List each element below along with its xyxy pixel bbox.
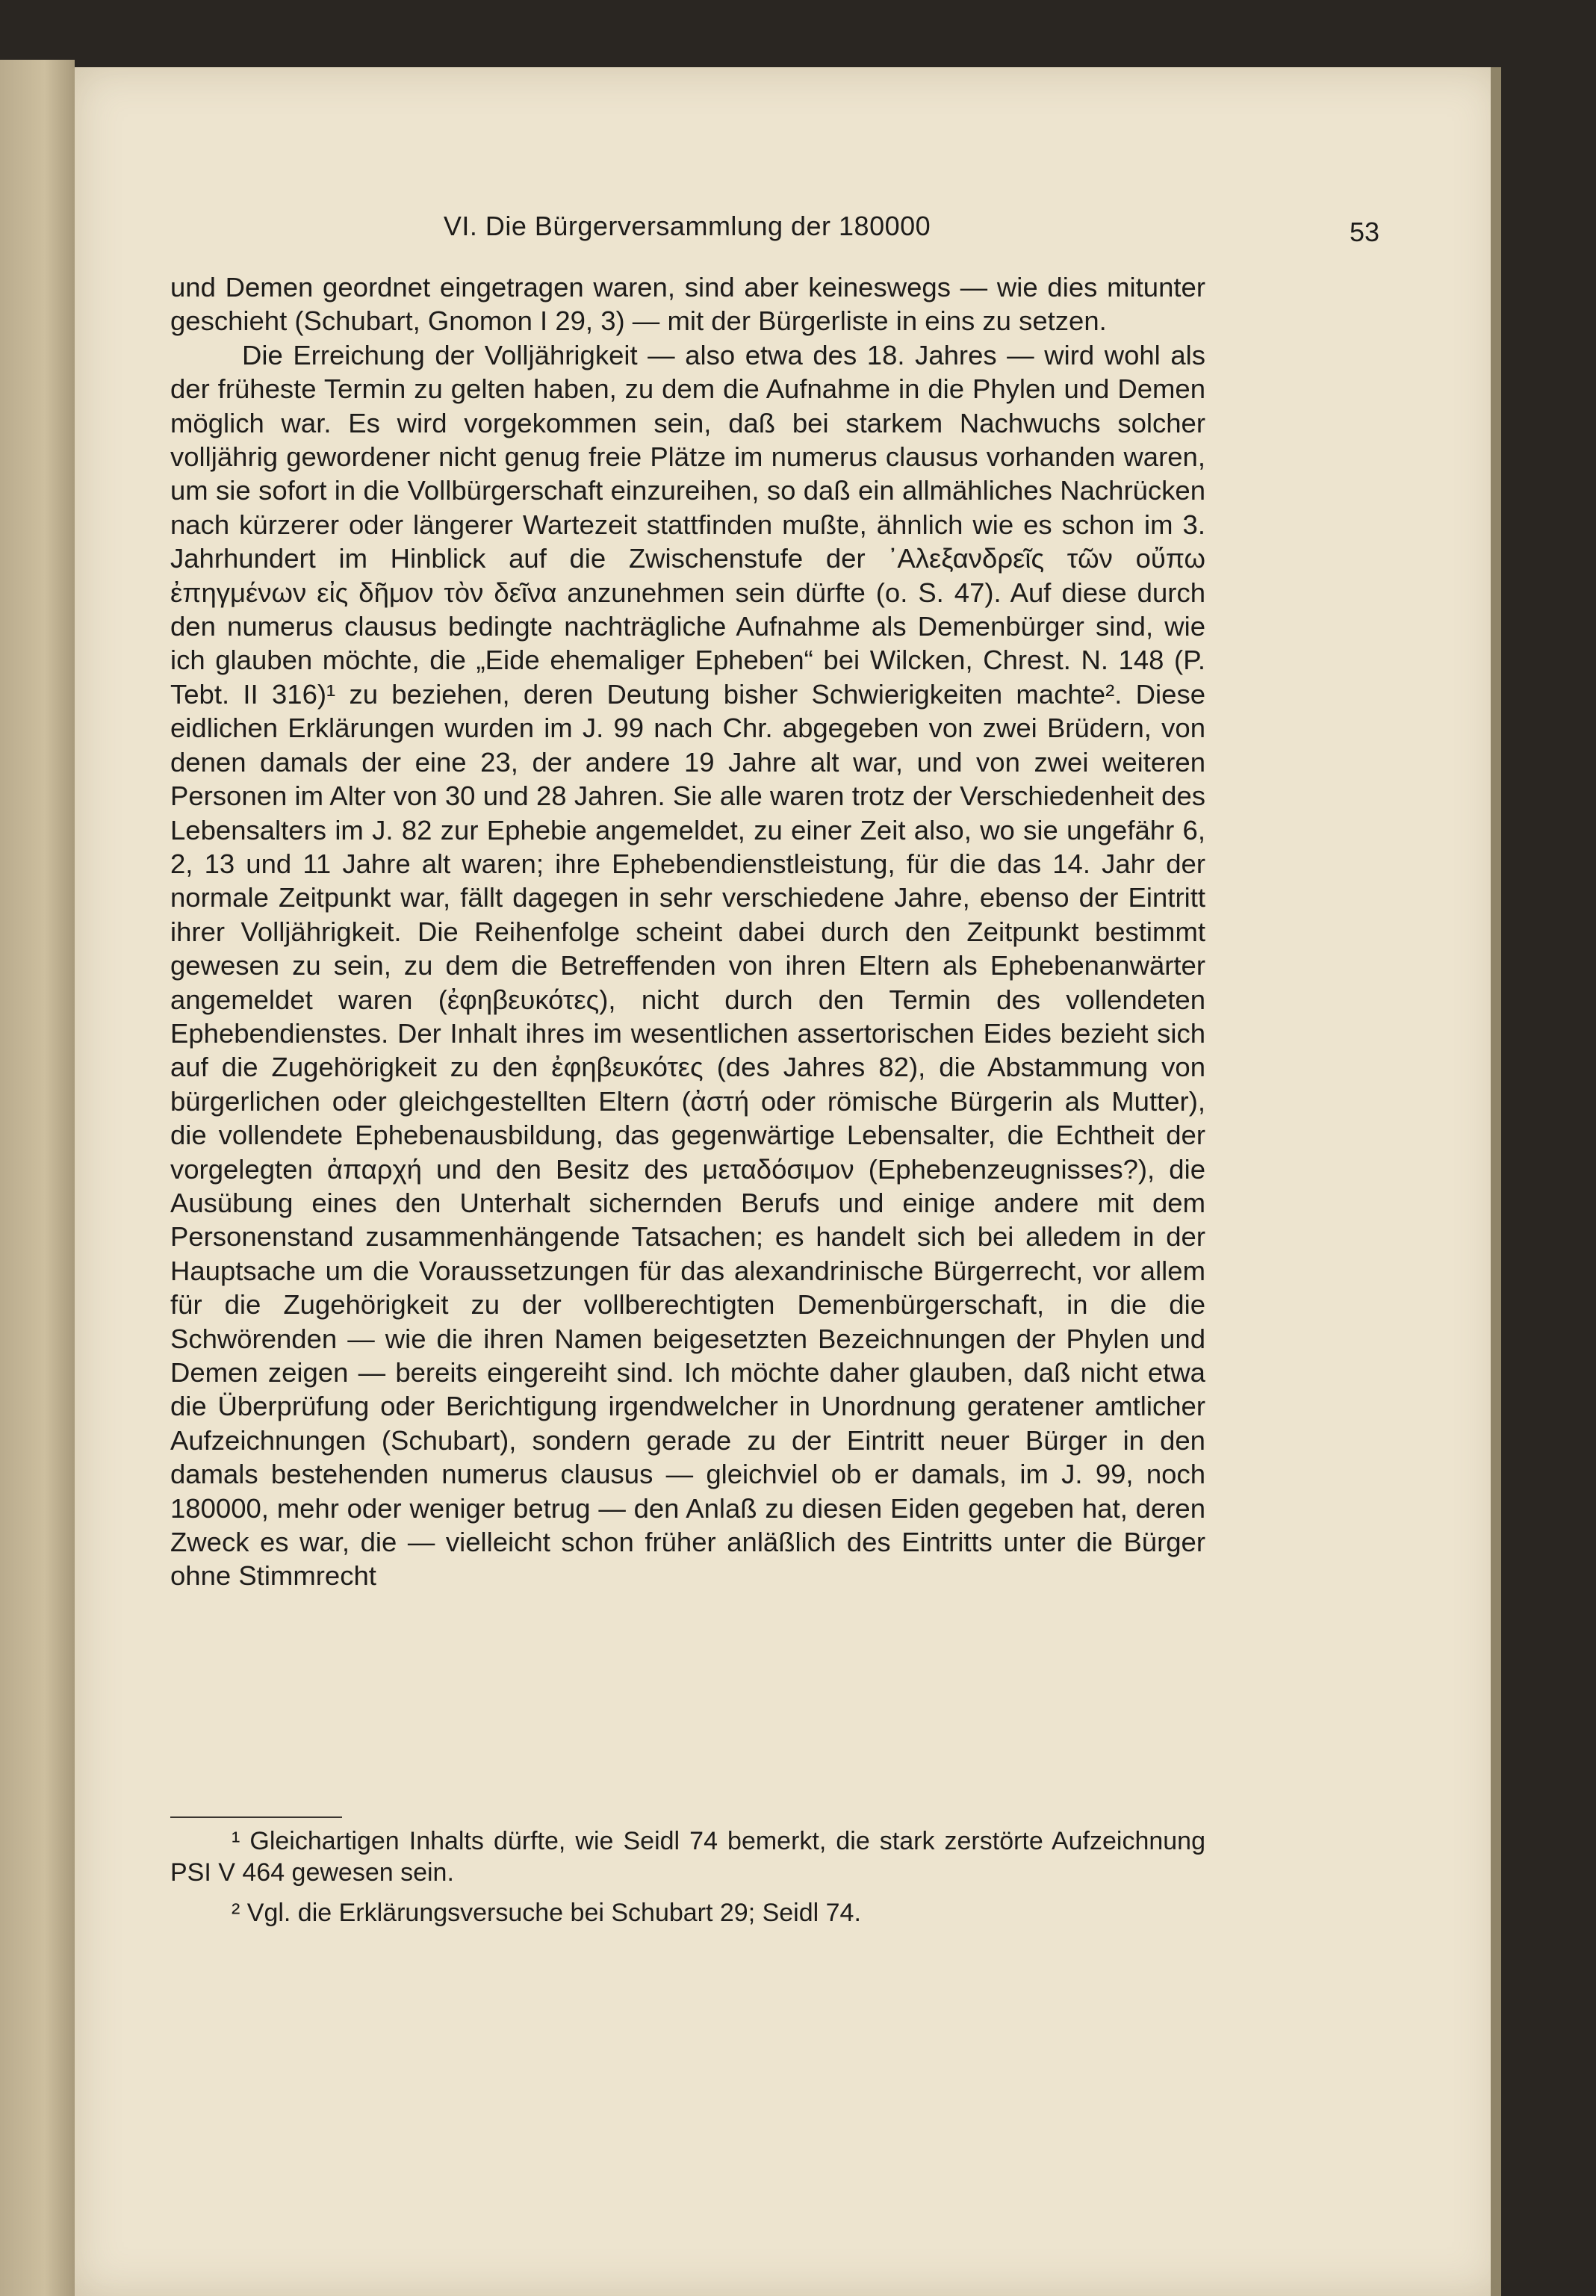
running-title: VI. Die Bürgerversammlung der 180000 — [443, 211, 931, 241]
footnote-1: ¹ Gleichartigen Inhalts dürfte, wie Seidl 74 bemerkt, die stark zerstörte Aufzeichnung PSI V 464 gewesen sein. — [170, 1827, 1205, 1887]
paragraph-2: Die Erreichung der Volljährigkeit — also etwa des 18. Jahres — wird wohl als der früheste Termin zu gelten haben, zu dem die Aufnahme in die Phylen und Demen möglich war. Es wird vorgekommen sein, daß bei starkem Nachwuchs solcher volljährig gewordener nicht genug freie Plätze im numerus clausus vorhanden waren, um sie sofort in die Vollbürgerschaft einzureihen, so daß ein allmähliches Nachrücken nach kürzerer oder längerer Wartezeit stattfinden mußte, ähnlich wie es schon im 3. Jahrhundert im Hinblick auf die Zwischenstufe der ᾿Αλεξανδρεῖς τῶν οὔπω ἐπηγμένων εἰς δῆμον τὸν δεῖνα anzunehmen sein dürfte (o. S. 47). Auf diese durch den numerus clausus bedingte nachträgliche Aufnahme als Demenbürger sind, wie ich glauben möchte, die „Eide ehemaliger Epheben“ bei Wilcken, Chrest. N. 148 (P. Tebt. II 316)¹ zu beziehen, deren Deutung bisher Schwierigkeiten machte². Diese eidlichen Erklärungen wurden im J. 99 nach Chr. abgegeben von zwei Brüdern, von denen damals der eine 23, der andere 19 Jahre alt war, und von zwei weiteren Personen im Alter von 30 und 28 Jahren. Sie alle waren trotz der Verschiedenheit des Lebensalters im J. 82 zur Ephebie angemeldet, zu einer Zeit also, wo sie ungefähr 6, 2, 13 und 11 Jahre alt waren; ihre Ephebendienstleistung, für die das 14. Jahr der normale Zeitpunkt war, fällt dagegen in sehr verschiedene Jahre, ebenso der Eintritt ihrer Volljährigkeit. Die Reihenfolge scheint dabei durch den Zeitpunkt bestimmt gewesen zu sein, zu dem die Betreffenden von ihren Eltern als Ephebenanwärter angemeldet waren (ἐφηβευκότες), nicht durch den Termin des vollendeten Ephebendienstes. Der Inhalt ihres im wesentlichen assertorischen Eides bezieht sich auf die Zugehörigkeit zu den ἐφηβευκότες (des Jahres 82), die Abstammung von bürgerlichen oder gleichgestellten Eltern (ἀστή oder römische Bürgerin als Mutter), die vollendete Ephebenausbildung, das gegenwärtige Lebensalter, die Echtheit der vorgelegten ἀπαρχή und den Besitz des μεταδόσιμον (Ephebenzeugnisses?), die Ausübung eines den Unterhalt sichernden Berufs und einige andere mit dem Personenstand zusammenhängende Tatsachen; es handelt sich bei alledem in der Hauptsache um die Voraussetzungen für das alexandrinische Bürgerrecht, vor allem für die Zugehörigkeit zu der vollberechtigten Demenbürgerschaft, in die die Schwörenden — wie die ihren Namen beigesetzten Bezeichnungen der Phylen und Demen zeigen — bereits eingereiht sind. Ich möchte daher glauben, daß nicht etwa die Überprüfung oder Berichtigung irgendwelcher in Unordnung geratener amtlicher Aufzeichnungen (Schubart), sondern gerade zu der Eintritt neuer Bürger in den damals bestehenden numerus clausus — gleichviel ob er damals, im J. 99, noch 180000, mehr oder weniger betrug — den Anlaß zu diesen Eiden gegeben hat, deren Zweck es war, die — vielleicht schon früher anläßlich des Eintritts unter die Bürger ohne Stimmrecht — [170, 339, 1205, 1592]
adjacent-page-edge — [0, 60, 75, 2296]
page-edge-shadow — [1491, 67, 1501, 2296]
footnote-divider — [170, 1816, 342, 1818]
main-text — [170, 270, 1205, 1593]
page-number: 53 — [1349, 217, 1379, 247]
footnotes — [170, 1825, 1205, 1929]
footnote-2: ² Vgl. die Erklärungsversuche bei Schubart 29; Seidl 74. — [232, 1899, 861, 1927]
paragraph-1: und Demen geordnet eingetragen waren, sind aber keineswegs — wie dies mitunter geschieht (Schubart, Gnomon I 29, 3) — mit der Bürgerliste in eins zu setzen. — [170, 272, 1205, 337]
